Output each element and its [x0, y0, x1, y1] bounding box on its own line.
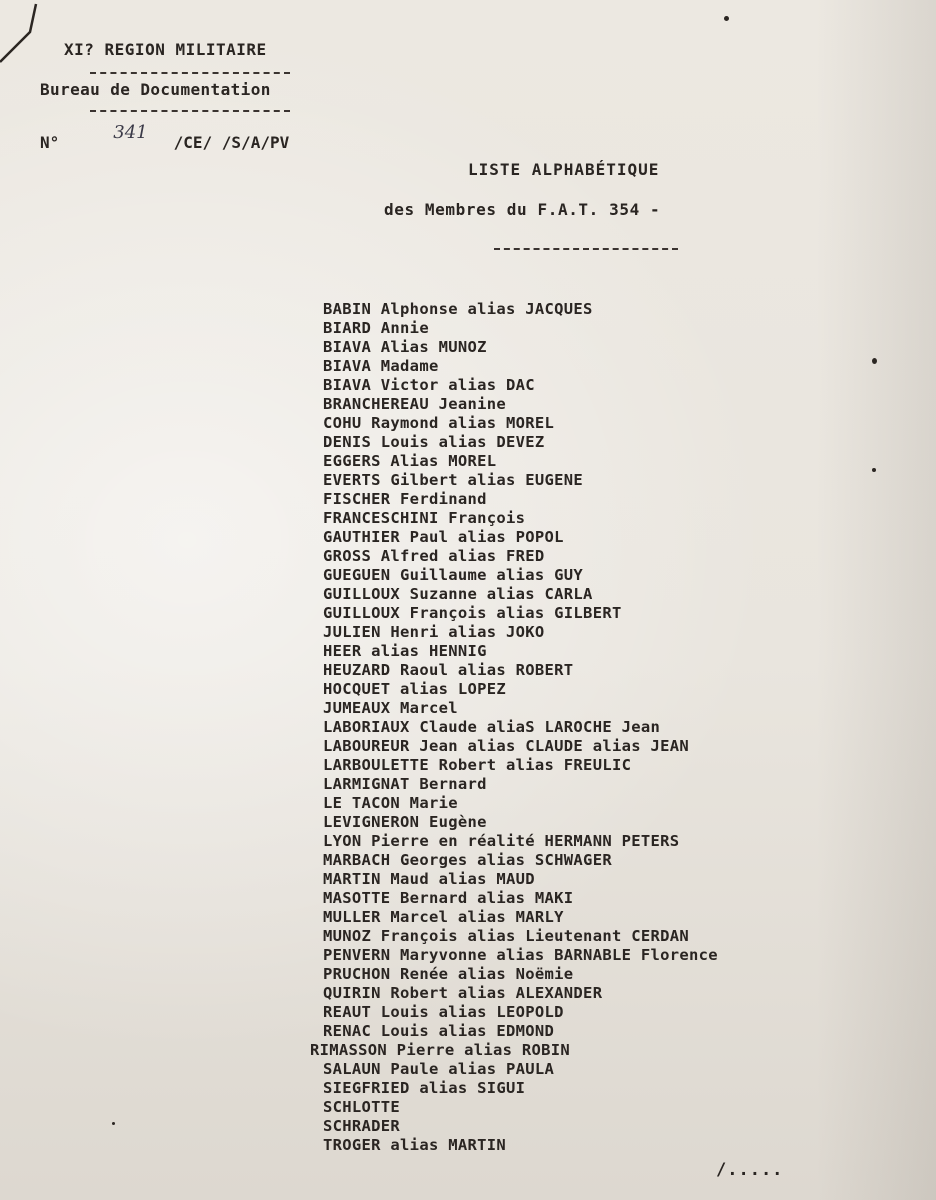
- list-item: EGGERS Alias MOREL: [323, 452, 497, 470]
- member-list: [310, 300, 718, 1155]
- list-item: JUMEAUX Marcel: [323, 699, 458, 717]
- header-divider: [90, 110, 290, 112]
- list-item: PRUCHON Renée alias Noëmie: [323, 965, 574, 983]
- list-item: BIAVA Alias MUNOZ: [323, 338, 487, 356]
- list-item: MULLER Marcel alias MARLY: [323, 908, 564, 926]
- list-item: BABIN Alphonse alias JACQUES: [323, 300, 593, 318]
- list-item: GROSS Alfred alias FRED: [323, 547, 545, 565]
- list-item: HEER alias HENNIG: [323, 642, 487, 660]
- reference-handwritten-number: 341: [113, 122, 148, 143]
- list-item: QUIRIN Robert alias ALEXANDER: [323, 984, 603, 1002]
- corner-fold-line: [0, 0, 52, 80]
- list-item: GUILLOUX Suzanne alias CARLA: [323, 585, 593, 603]
- list-item: LABORIAUX Claude aliaS LAROCHE Jean: [323, 718, 661, 736]
- list-item: FISCHER Ferdinand: [323, 490, 487, 508]
- list-item: SALAUN Paule alias PAULA: [323, 1060, 555, 1078]
- list-item: SIEGFRIED alias SIGUI: [323, 1079, 526, 1097]
- list-item: FRANCESCHINI François: [323, 509, 526, 527]
- list-item: REAUT Louis alias LEOPOLD: [323, 1003, 564, 1021]
- list-item: MARBACH Georges alias SCHWAGER: [323, 851, 612, 869]
- region-heading: XI? REGION MILITAIRE: [64, 40, 267, 59]
- document-title: LISTE ALPHABÉTIQUE: [468, 160, 660, 179]
- title-divider: [494, 248, 678, 250]
- ink-speck: [724, 16, 729, 21]
- reference-prefix: N°: [40, 133, 60, 152]
- list-item: LEVIGNERON Eugène: [323, 813, 487, 831]
- list-item: HEUZARD Raoul alias ROBERT: [323, 661, 574, 679]
- list-item: LABOUREUR Jean alias CLAUDE alias JEAN: [323, 737, 690, 755]
- ink-speck: [872, 358, 877, 364]
- list-item: GUEGUEN Guillaume alias GUY: [323, 566, 584, 584]
- list-item: SCHLOTTE: [323, 1098, 401, 1116]
- list-item: TROGER alias MARTIN: [323, 1136, 507, 1154]
- header-divider: [90, 72, 290, 74]
- list-item: LYON Pierre en réalité HERMANN PETERS: [323, 832, 680, 850]
- list-item: LARBOULETTE Robert alias FREULIC: [323, 756, 632, 774]
- list-item: COHU Raymond alias MOREL: [323, 414, 555, 432]
- document-subtitle: des Membres du F.A.T. 354 -: [384, 200, 661, 219]
- list-item: BIARD Annie: [323, 319, 429, 337]
- ink-speck: [872, 468, 876, 472]
- page-edge-shadow: [816, 0, 936, 1200]
- list-item: LE TACON Marie: [323, 794, 458, 812]
- list-item: GAUTHIER Paul alias POPOL: [323, 528, 564, 546]
- list-item: EVERTS Gilbert alias EUGENE: [323, 471, 584, 489]
- reference-code: /CE/ /S/A/PV: [173, 133, 290, 152]
- list-item: PENVERN Maryvonne alias BARNABLE Florence: [323, 946, 718, 964]
- list-item: SCHRADER: [323, 1117, 401, 1135]
- list-item: JULIEN Henri alias JOKO: [323, 623, 545, 641]
- list-item: MASOTTE Bernard alias MAKI: [323, 889, 574, 907]
- list-item: BRANCHEREAU Jeanine: [323, 395, 507, 413]
- continuation-mark: /.....: [716, 1160, 784, 1180]
- ink-speck: [112, 1122, 115, 1125]
- list-item: BIAVA Victor alias DAC: [323, 376, 535, 394]
- list-item: DENIS Louis alias DEVEZ: [323, 433, 545, 451]
- list-item: LARMIGNAT Bernard: [323, 775, 487, 793]
- reference-number: [40, 122, 290, 153]
- list-item: MARTIN Maud alias MAUD: [323, 870, 535, 888]
- list-item: MUNOZ François alias Lieutenant CERDAN: [323, 927, 690, 945]
- list-item: GUILLOUX François alias GILBERT: [323, 604, 622, 622]
- list-item: HOCQUET alias LOPEZ: [323, 680, 507, 698]
- bureau-heading: Bureau de Documentation: [40, 80, 271, 99]
- list-item: BIAVA Madame: [323, 357, 439, 375]
- list-item: RENAC Louis alias EDMOND: [323, 1022, 555, 1040]
- list-item: RIMASSON Pierre alias ROBIN: [310, 1041, 571, 1059]
